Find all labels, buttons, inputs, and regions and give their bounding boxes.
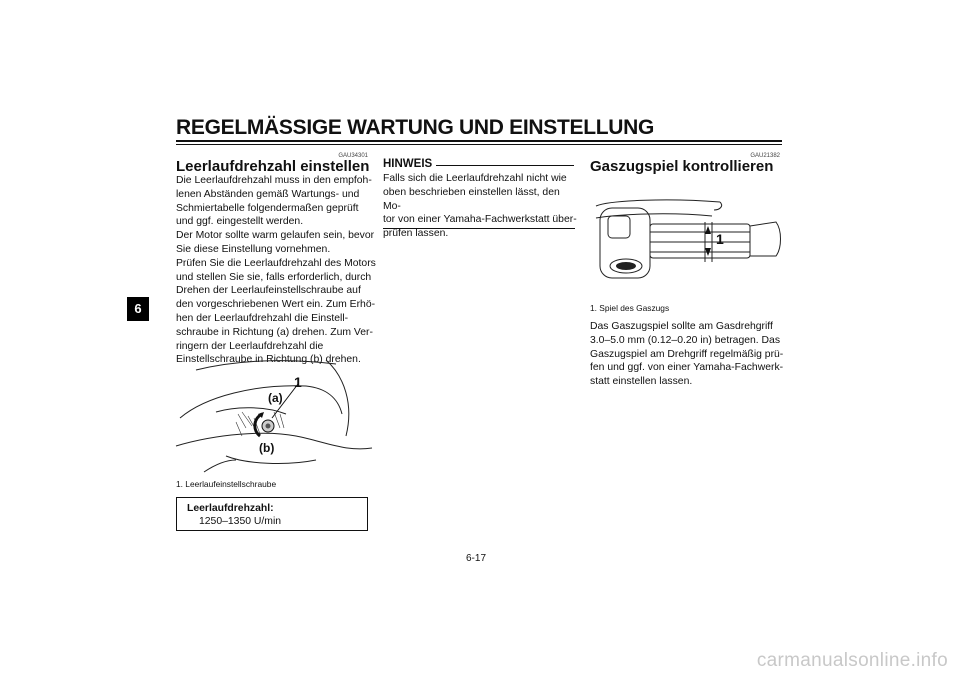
idle-body-text — [176, 174, 376, 367]
text-line: oben beschrieben einstellen lässt, den Mo- — [383, 186, 560, 212]
chapter-tab: 6 — [127, 297, 149, 321]
text-line: ringern der Leerlaufdrehzahl die — [176, 340, 324, 352]
text-line: statt einstellen lassen. — [590, 376, 693, 388]
throttle-grip-illustration — [590, 196, 782, 288]
note-end-rule — [383, 228, 575, 229]
text-line: den vorgeschriebenen Wert ein. Zum Erhö- — [176, 299, 376, 311]
text-line: Schmiertabelle folgendermaßen geprüft — [176, 202, 359, 214]
label-one: 1 — [294, 374, 302, 390]
label-b: (b) — [259, 441, 275, 455]
page-number: 6-17 — [466, 553, 487, 564]
text-line: und ggf. eingestellt werden. — [176, 216, 304, 228]
spec-box — [176, 497, 368, 531]
page-title: REGELMÄSSIGE WARTUNG UND EINSTELLUNG — [176, 116, 655, 139]
text-line: schraube in Richtung (a) drehen. Zum Ver- — [176, 326, 373, 338]
figure-caption: 1. Spiel des Gaszugs — [590, 303, 670, 313]
note-rule — [436, 165, 574, 166]
watermark: carmanualsonline.info — [756, 650, 948, 671]
text-line: Prüfen Sie die Leerlaufdrehzahl des Motors — [176, 257, 376, 269]
throttle-body-text — [590, 320, 786, 389]
text-line: Der Motor sollte warm gelaufen sein, bevor — [176, 230, 375, 242]
text-line: und stellen Sie sie, falls erforderlich, durch — [176, 271, 372, 283]
section-title-throttle: Gaszugspiel kontrollieren — [590, 158, 774, 175]
text-line: Gaszugspiel am Drehgriff regelmäßig prü- — [590, 348, 784, 360]
text-line: Das Gaszugspiel sollte am Gasdrehgriff — [590, 321, 773, 332]
section-code: GAU34301 — [338, 153, 368, 159]
text-line: prüfen lassen. — [383, 228, 449, 240]
spec-value: 1250–1350 U/min — [199, 516, 282, 527]
heading-rule-thin — [176, 144, 782, 145]
text-line: tor von einer Yamaha-Fachwerkstatt über- — [383, 214, 577, 226]
text-line: Falls sich die Leerlaufdrehzahl nicht wie — [383, 173, 567, 184]
label-one: 1 — [716, 231, 724, 247]
spec-label: Leerlaufdrehzahl: — [187, 503, 274, 514]
text-line: Die Leerlaufdrehzahl muss in den empfoh- — [176, 175, 372, 186]
figure-caption: 1. Leerlaufeinstellschraube — [176, 479, 277, 489]
label-a: (a) — [268, 391, 283, 405]
idle-screw-illustration — [176, 356, 372, 474]
text-line: lenen Abständen gemäß Wartungs- und — [176, 188, 360, 200]
note-title: HINWEIS — [383, 158, 433, 170]
heading-rule — [176, 140, 782, 142]
text-line: Sie diese Einstellung vornehmen. — [176, 243, 331, 255]
note-body — [383, 172, 578, 241]
text-line: 3.0–5.0 mm (0.12–0.20 in) betragen. Das — [590, 334, 781, 346]
section-title-idle: Leerlaufdrehzahl einstellen — [176, 158, 370, 175]
section-code: GAU21382 — [750, 153, 780, 159]
text-line: Einstellschraube in Richtung (b) drehen. — [176, 354, 361, 366]
text-line: fen und ggf. von einer Yamaha-Fachwerk- — [590, 362, 784, 374]
text-line: hen der Leerlaufdrehzahl die Einstell- — [176, 312, 349, 324]
text-line: Drehen der Leerlaufeinstellschraube auf — [176, 285, 361, 297]
